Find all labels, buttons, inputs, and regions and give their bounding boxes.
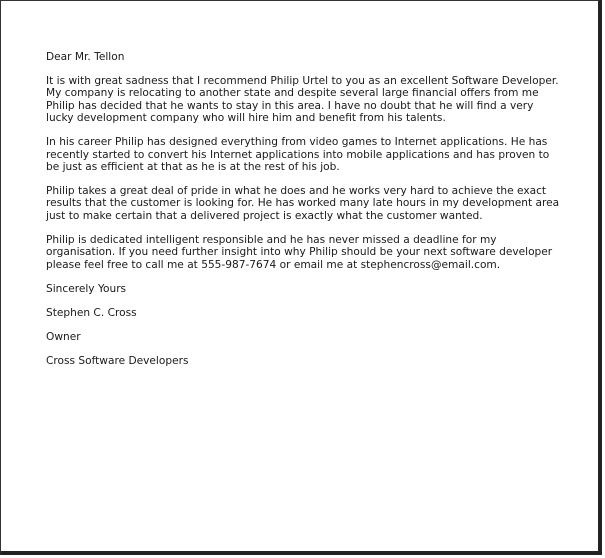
salutation: Dear Mr. Tellon	[46, 51, 125, 63]
paragraph-3: Philip takes a great deal of pride in what he does and he works very hard to achieve the exact results that the customer is looking for. He has worked many late hours in my development area just to make certain that a delivered project is exactly what the customer wanted.	[46, 185, 560, 222]
signer-title: Owner	[46, 330, 81, 343]
paragraph-4: Philip is dedicated intelligent responsible and he has never missed a deadline for my organisation. If you need further insight into why Philip should be your next software developer please feel free to call me at 555-987-7674 or email me at stephencross@email.com.	[46, 233, 553, 271]
letter-body	[46, 51, 561, 379]
closing: Sincerely Yours	[46, 282, 127, 295]
signer-name: Stephen C. Cross	[46, 306, 137, 319]
paragraph-2: In his career Philip has designed everything from video games to Internet applications. He has recently started to convert his Internet applications into mobile applications and has proven to be just as efficient at that as he is at the rest of his job.	[46, 136, 550, 174]
signer-company: Cross Software Developers	[46, 354, 189, 367]
paragraph-1: It is with great sadness that I recommend Philip Urtel to you as an excellent Software Developer. My company is relocating to another state and despite several large financial offers from me Philip has decided that he wants to stay in this area. I have no doubt that he will find a very lucky development company who will hire him and benefit from his talents.	[46, 75, 559, 125]
